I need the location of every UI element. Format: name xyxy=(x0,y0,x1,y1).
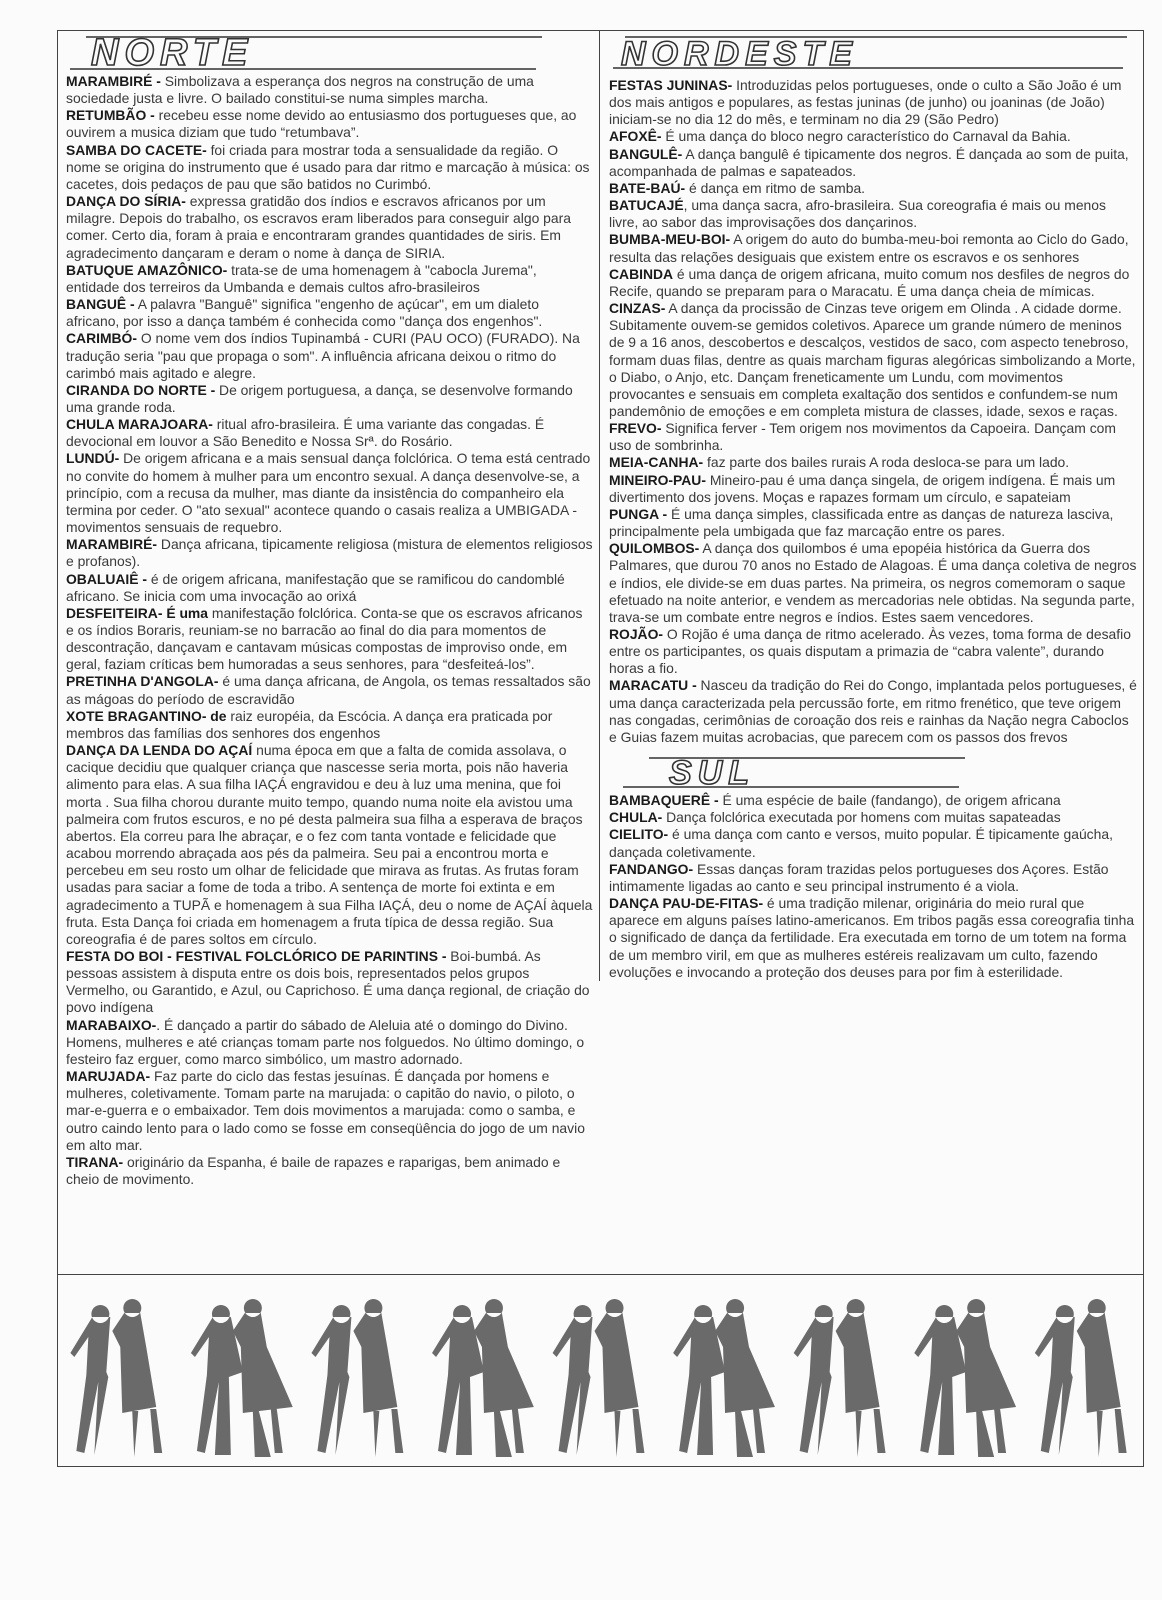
dance-name: CIELITO- xyxy=(609,826,669,843)
dance-name: PUNGA - xyxy=(609,505,668,522)
dance-description: é uma dança de origem africana, muito comum nos desfiles de negros do Recife, quando se preparam para o Maracatu. É uma dança cheia de mímicas. xyxy=(609,265,1130,299)
dance-entry xyxy=(66,605,593,674)
dance-entry xyxy=(66,193,593,262)
norte-title xyxy=(66,31,546,73)
dance-name: QUILOMBOS- xyxy=(609,540,700,557)
dance-description: Nasceu da tradição do Rei do Congo, implantada pelos portugueses, é uma dança caracterizada pela percussão forte, em ritmo frenético, que teve origem nas congadas, cerimônias de coroação dos reis e rainhas da Nação negra Caboclos e Guias fazem muitas acrobacias, que parecem com os passos dos frevos xyxy=(609,677,1137,745)
dance-name: FANDANGO- xyxy=(609,860,694,877)
dance-name: CINZAS- xyxy=(609,300,666,317)
dance-name: DESFEITEIRA- É uma xyxy=(66,604,209,621)
dance-entry xyxy=(609,420,1137,454)
dance-entry xyxy=(609,300,1137,420)
dance-description: É uma espécie de baile (fandango), de origem africana xyxy=(718,792,1061,809)
dance-name: MINEIRO-PAU- xyxy=(609,471,706,488)
dance-entry xyxy=(609,197,1137,231)
dance-name: DANÇA PAU-DE-FITAS- xyxy=(609,895,764,912)
dance-name: AFOXÊ- xyxy=(609,128,662,145)
norte-column xyxy=(58,31,599,1188)
dance-entry xyxy=(609,231,1137,265)
dance-description: foi criada para mostrar toda a sensualidade da região. O nome se origina do instrumento que é usado para dar ritmo e marcação à música: os cacetes, dois pedaços de pau que são batidos no Curimbó. xyxy=(66,141,590,192)
dance-description: é uma dança com canto e versos, muito popular. É tipicamente gaúcha, dançada coletivamente. xyxy=(609,826,1113,860)
dancer-couple-silhouette xyxy=(70,1299,162,1457)
dance-description: é uma dança africana, de Angola, os temas ressaltados são as mágoas do período de escravidão xyxy=(66,673,591,707)
dance-entry xyxy=(66,262,593,296)
dance-entry xyxy=(66,142,593,193)
dance-description: Boi-bumbá. As pessoas assistem à disputa entre os dois bois, representados pelos grupos Vermelho, ou Garantido, e Azul, ou Caprichoso. É uma dança regional, de criação do povo indígena xyxy=(66,947,590,1016)
dance-name: MARAMBIRÉ - xyxy=(66,73,161,89)
dancers-svg xyxy=(58,1277,1143,1463)
nordeste-title xyxy=(609,31,1129,73)
dance-entry xyxy=(609,861,1137,895)
dancer-couple-silhouette xyxy=(794,1299,886,1457)
dance-entry xyxy=(66,673,593,707)
dance-name: MARABAIXO- xyxy=(66,1016,157,1033)
dance-entry xyxy=(66,1017,593,1068)
svg-text:NORTE: NORTE xyxy=(91,32,254,73)
dance-name: ROJÃO- xyxy=(609,626,664,642)
dancer-couple-silhouette xyxy=(914,1299,1016,1457)
dance-description: ritual afro-brasileira. É uma variante das congadas. É devocional em louvor a São Benedito e Nossa Srª. do Rosário. xyxy=(66,416,545,450)
dance-name: LUNDÚ- xyxy=(66,450,120,467)
dance-description: É uma dança simples, classificada entre as danças de natureza lasciva, principalmente pela umbigada que faz marcação entre os pares. xyxy=(609,505,1114,540)
dance-entry xyxy=(609,472,1137,506)
dance-entry xyxy=(609,77,1137,128)
svg-text:SUL: SUL xyxy=(669,754,755,793)
dance-name: CARIMBÓ- xyxy=(66,330,137,347)
dance-name: RETUMBÃO - xyxy=(66,107,155,124)
dance-entry xyxy=(609,626,1137,677)
dance-name: BATE-BAÚ- xyxy=(609,179,686,196)
dancers-illustration xyxy=(58,1277,1143,1463)
dance-entry xyxy=(66,708,593,742)
dance-description: A palavra "Banguê" significa "engenho de açúcar", em um dialeto africano, por isso a dança também é conhecida como "dança dos engenhos". xyxy=(66,296,543,330)
dance-description: A dança da procissão de Cinzas teve origem em Olinda . A cidade dorme. Subitamente ouvem-se gemidos coletivos. Aparece um grande número de meninos de 9 a 16 anos, descobertos e descalços, vestidos de saco, com aspecto tenebroso, formam duas filas, dentre as quais marcham figuras alegóricas simbolizando a Morte, o Diabo, o Anjo, etc. Dançam freneticamente um Lundu, com movimentos provocantes e sensuais em completa exaltação dos sentidos e confundem-se num pandemônio de emoções e em completa mistura de classes, idade, sexos e raças. xyxy=(609,300,1136,419)
dance-description: Simbolizava a esperança dos negros na construção de uma sociedade justa e livre. O bailado constitui-se numa simples marcha. xyxy=(66,73,534,107)
dance-entry xyxy=(66,416,593,450)
dance-description: Essas danças foram trazidas pelos portugueses dos Açores. Estão intimamente ligadas ao canto e seu principal instrumento é a viola. xyxy=(609,860,1109,894)
dance-description: originário da Espanha, é baile de rapazes e raparigas, bem animado e cheio de movimento. xyxy=(66,1153,561,1187)
dance-description: faz parte dos bailes rurais A roda desloca-se para um lado. xyxy=(703,454,1070,471)
dance-description: Mineiro-pau é uma dança singela, de origem indígena. É mais um divertimento dos jovens. Moças e rapazes formam um círculo, e sapateiam xyxy=(609,471,1116,505)
dance-description: . É dançado a partir do sábado de Aleluia até o domingo do Divino. Homens, mulheres e até crianças tomam parte nos folguedos. No último domingo, o festeiro faz erguer, como marco simbólico, um mastro adornado. xyxy=(66,1016,585,1067)
dance-description: é uma tradição milenar, originária do meio rural que aparece em alguns países latino-americanos. Em tribos pagãs essa coreografia tinha o significado de dança da fertilidade. Era executada em torno de um totem na forma de um membro viril, em que as mulheres estéreis realizavam um culto, fazendo evoluções e invocando a proteção dos deuses para por fim à esterilidade. xyxy=(609,895,1135,980)
page-frame xyxy=(57,30,1144,1467)
dance-entry xyxy=(66,330,593,381)
dance-description: é dança em ritmo de samba. xyxy=(685,179,866,196)
dance-entry xyxy=(609,677,1137,746)
dance-entry xyxy=(609,180,1137,197)
dance-entry xyxy=(66,536,593,570)
dance-description: A origem do auto do bumba-meu-boi remonta ao Ciclo do Gado, resulta das relações desiguais que existem entre os escravos e os senhores xyxy=(609,231,1129,265)
dance-description: Significa ferver - Tem origem nos movimentos da Capoeira. Dançam com uso de sombrinha. xyxy=(609,420,1116,454)
dance-name: BUMBA-MEU-BOI- xyxy=(609,231,731,248)
sul-entries xyxy=(609,792,1137,981)
dance-entry xyxy=(609,826,1137,860)
dance-name: FREVO- xyxy=(609,420,662,437)
dance-name: XOTE BRAGANTINO- de xyxy=(66,707,227,724)
dance-description: É uma dança do bloco negro característico do Carnaval da Bahia. xyxy=(661,128,1071,145)
dancer-couple-silhouette xyxy=(311,1299,403,1457)
dance-name: MARACATU - xyxy=(609,677,697,694)
dance-name: CHULA- xyxy=(609,809,663,826)
dance-name: TIRANA- xyxy=(66,1153,124,1170)
dance-entry xyxy=(609,146,1137,180)
dance-description: De origem portuguesa, a dança, se desenvolve formando uma grande roda. xyxy=(66,381,573,415)
dance-name: FESTAS JUNINAS- xyxy=(609,77,733,93)
dance-entry xyxy=(609,809,1137,826)
dance-description: expressa gratidão dos índios e escravos africanos por um milagre. Depois do trabalho, os escravos eram liberados para conseguir algo para comer. Certo dia, foram à praia e encontraram grandes quantidades de siris. Em agradecimento dançaram e deram o nome à dança de SIRIA. xyxy=(66,193,571,261)
dance-entry xyxy=(66,73,593,107)
dance-description: , uma dança sacra, afro-brasileira. Sua coreografia é mais ou menos livre, ao sabor das improvisações dos dançarinos. xyxy=(609,197,1106,231)
sul-title xyxy=(609,752,969,792)
dance-name: BANGULÊ- xyxy=(609,145,683,162)
dance-name: FESTA DO BOI - FESTIVAL FOLCLÓRICO DE PARINTINS - xyxy=(66,947,447,964)
dance-description: numa época em que a falta de comida assolava, o cacique decidiu que qualquer criança que nascesse seria morta, pois não haveria alimento para elas. A sua filha IAÇÁ engravidou e deu à luz uma menina, que foi morta . Sua filha chorou durante muito tempo, quando numa noite ela avistou uma palmeira com frutos escuros, e no pé desta palmeira sua filha a esperava de braços abertos. Ela correu para lhe abraçar, e o fez com tanta vontade e felicidade que acabou morrendo abraçada aos pés da palmeira. Seu pai a encontrou morta e percebeu em seu rosto um olhar de felicidade que mirava as frutas. As frutas foram usadas para saciar a fome de toda a tribo. A sentença de morte foi extinta e em agradecimento a TUPÃ e homenagem à sua Filha IAÇÁ, deu o nome de AÇAÍ àquela fruta. Esta Dança foi criada em homenagem a fruta típica de dessa região. Sua coreografia é de pares soltos em círculo. xyxy=(66,742,593,947)
dance-entry xyxy=(66,382,593,416)
dance-description: A dança bangulê é tipicamente dos negros. É dançada ao som de puita, acompanhada de palmas e sapateados. xyxy=(609,145,1129,179)
dancer-couple-silhouette xyxy=(553,1299,645,1457)
dance-name: MEIA-CANHA- xyxy=(609,454,704,471)
dance-description: recebeu esse nome devido ao entusiasmo dos portugueses que, ao ouvirem a musica diziam que tudo “retumbava”. xyxy=(66,107,577,141)
dance-entry xyxy=(66,1068,593,1154)
illustration-divider xyxy=(58,1274,1143,1275)
dance-entry xyxy=(66,948,593,1017)
nordeste-column xyxy=(599,31,1143,981)
dance-description: Dança folclórica executada por homens com muitas sapateadas xyxy=(662,809,1061,826)
dance-description: Faz parte do ciclo das festas jesuínas. É dançada por homens e mulheres, coletivamente. Tomam parte na marujada: o capitão do navio, o piloto, o mar-e-guerra e o embaixador. Tem dois movimentos a marujada: como o samba, e outro caindo lento para o lado como se fosse em conseqüência do jogo de um navio em alto mar. xyxy=(66,1068,585,1153)
dance-description: Introduzidas pelos portugueses, onde o culto a São João é um dos mais antigos e populares, as festas juninas (de junho) ou joaninas (de João) iniciam-se no dia 12 do mês, e terminam no dia 29 (São Pedro) xyxy=(609,77,1122,128)
dance-name: BATUCAJÉ xyxy=(609,197,684,214)
dancer-couple-silhouette xyxy=(673,1299,775,1457)
dance-entry xyxy=(66,296,593,330)
dance-entry xyxy=(609,792,1137,809)
dance-entry xyxy=(66,571,593,605)
dance-description: trata-se de uma homenagem à "cabocla Jurema", entidade dos terreiros da Umbanda e demais cultos afro-brasileiros xyxy=(66,261,537,295)
dance-name: MARUJADA- xyxy=(66,1068,151,1085)
dance-entry xyxy=(66,450,593,536)
dance-entry xyxy=(66,1154,593,1188)
dance-description: é de origem africana, manifestação que se ramificou do candomblé africano. Se inicia com uma invocação ao orixá xyxy=(66,570,565,604)
dance-description: De origem africana e a mais sensual dança folclórica. O tema está centrado no convite do homem à mulher para um encontro sexual. A dança desenvolve-se, a princípio, com a recusa da mulher, mas diante da insistência do companheiro ela termina por ceder. O "ato sexual" acontece quando o casais realiza a UMBIGADA - movimentos sensuais de requebro. xyxy=(66,450,591,536)
dance-entry xyxy=(609,266,1137,300)
dance-name: CHULA MARAJOARA- xyxy=(66,416,213,433)
nordeste-entries xyxy=(609,77,1137,746)
dance-name: DANÇA DA LENDA DO AÇAÍ xyxy=(66,742,253,759)
dance-name: MARAMBIRÉ- xyxy=(66,536,158,553)
dance-name: SAMBA DO CACETE- xyxy=(66,141,207,158)
dance-name: OBALUAIÊ - xyxy=(66,570,148,587)
dance-name: BAMBAQUERÊ - xyxy=(609,792,719,809)
dance-name: PRETINHA D'ANGOLA- xyxy=(66,673,219,690)
dance-description: O Rojão é uma dança de ritmo acelerado. Às vezes, toma forma de desafio entre os participantes, os quais disputam a primazia de “cabra valente”, durando horas a fio. xyxy=(609,626,1131,677)
dancer-couple-silhouette xyxy=(191,1299,293,1457)
dance-name: BANGUÊ - xyxy=(66,296,135,313)
norte-entries xyxy=(66,73,593,1188)
dance-name: CABINDA xyxy=(609,265,674,282)
dance-description: Dança africana, tipicamente religiosa (mistura de elementos religiosos e profanos). xyxy=(66,536,593,570)
dance-description: manifestação folclórica. Conta-se que os escravos africanos e os índios Boraris, reuniam-se no barracão ao final do dia para momentos de descontração, dançavam e cantavam músicas compostas de improviso onde, em geral, faziam críticas bem humoradas a seus senhores, para “desfeiteá-los”. xyxy=(66,604,583,673)
dance-name: CIRANDA DO NORTE - xyxy=(66,381,216,398)
dance-entry xyxy=(609,540,1137,626)
dance-entry xyxy=(609,128,1137,145)
dance-entry xyxy=(66,742,593,948)
dancer-couple-silhouette xyxy=(432,1299,534,1457)
dance-name: DANÇA DO SÍRIA- xyxy=(66,193,186,210)
dance-entry xyxy=(609,454,1137,471)
dance-entry xyxy=(66,107,593,141)
dance-name: BATUQUE AMAZÔNICO- xyxy=(66,261,228,278)
dance-entry xyxy=(609,506,1137,540)
dance-description: A dança dos quilombos é uma epopéia histórica da Guerra dos Palmares, que durou 70 anos no Estado de Alagoas. É uma dança coletiva de negros e índios, ele divide-se em duas partes. Na primeira, os negros comemoram o saque efetuado na noite anterior, e vendem as mercadorias nele obtidas. Na segunda parte, trava-se um combate entre negros e índios. Estes saem vencedores. xyxy=(609,540,1137,625)
dance-description: raiz européia, da Escócia. A dança era praticada por membros das famílias dos senhores dos engenhos xyxy=(66,707,553,741)
dancer-couple-silhouette xyxy=(1035,1299,1127,1457)
dance-entry xyxy=(609,895,1137,981)
svg-text:NORDESTE: NORDESTE xyxy=(621,35,858,73)
dance-description: O nome vem dos índios Tupinambá - CURI (PAU OCO) (FURADO). Na tradução seria "pau que propaga o som". A influência africana deixou o ritmo do carimbó mais agitado e alegre. xyxy=(66,330,580,381)
